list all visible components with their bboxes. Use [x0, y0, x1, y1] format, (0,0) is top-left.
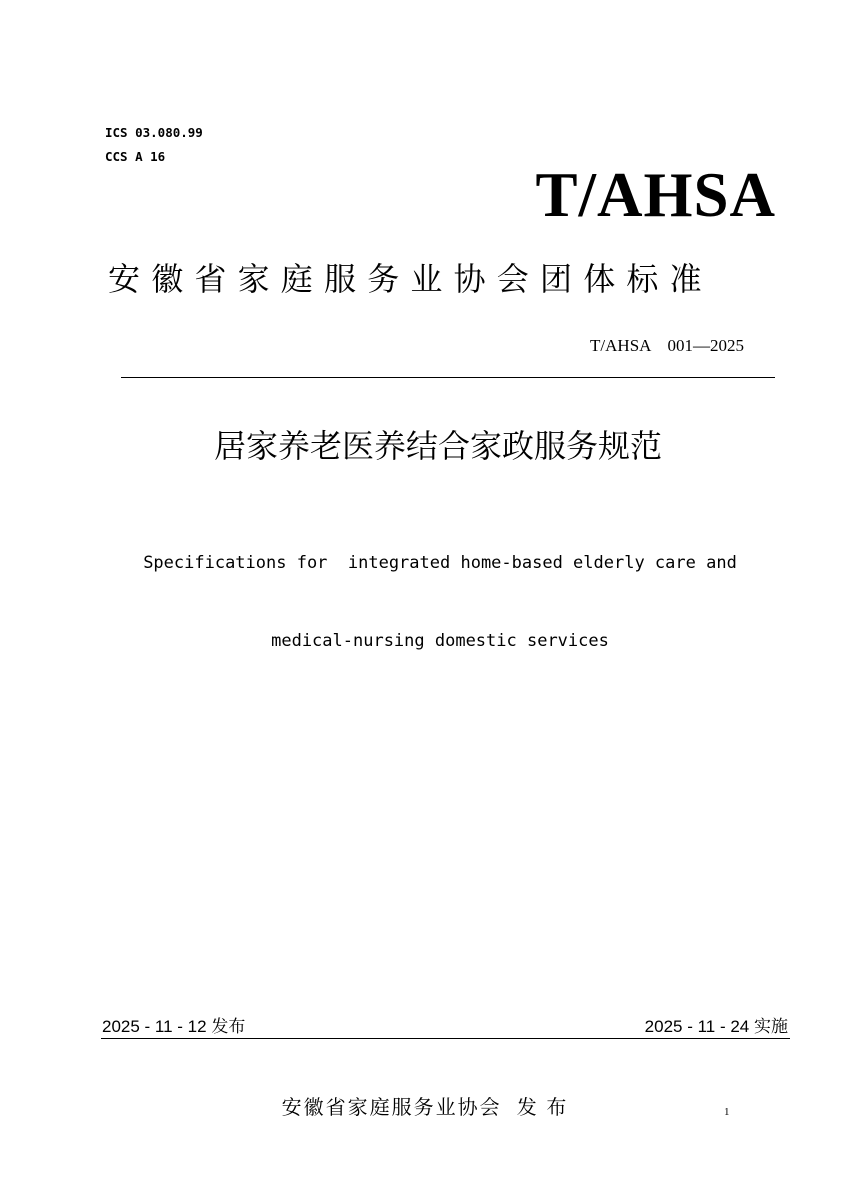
english-title-line-2: medical-nursing domestic services — [271, 631, 609, 651]
organization-code: T/AHSA — [535, 160, 776, 230]
implementation-date: 2025 - 11 - 24 实施 — [644, 1017, 788, 1036]
bottom-divider — [101, 1038, 790, 1039]
publisher-line: 安徽省家庭服务业协会 发 布 — [281, 1097, 569, 1119]
document-title: 居家养老医养结合家政服务规范 — [213, 428, 662, 464]
english-title — [0, 498, 850, 680]
english-title-line-1: Specifications for integrated home-based elderly care and — [143, 553, 737, 573]
top-divider — [121, 377, 775, 378]
publish-date: 2025 - 11 - 12 发布 — [102, 1017, 246, 1036]
ics-code: ICS 03.080.99 — [105, 125, 203, 140]
ccs-code: CCS A 16 — [105, 149, 166, 164]
standard-category-title: 安徽省家庭服务业协会团体标准 — [108, 261, 713, 297]
standard-number: T/AHSA 001—2025 — [590, 336, 744, 355]
page-number: 1 — [724, 1106, 730, 1118]
